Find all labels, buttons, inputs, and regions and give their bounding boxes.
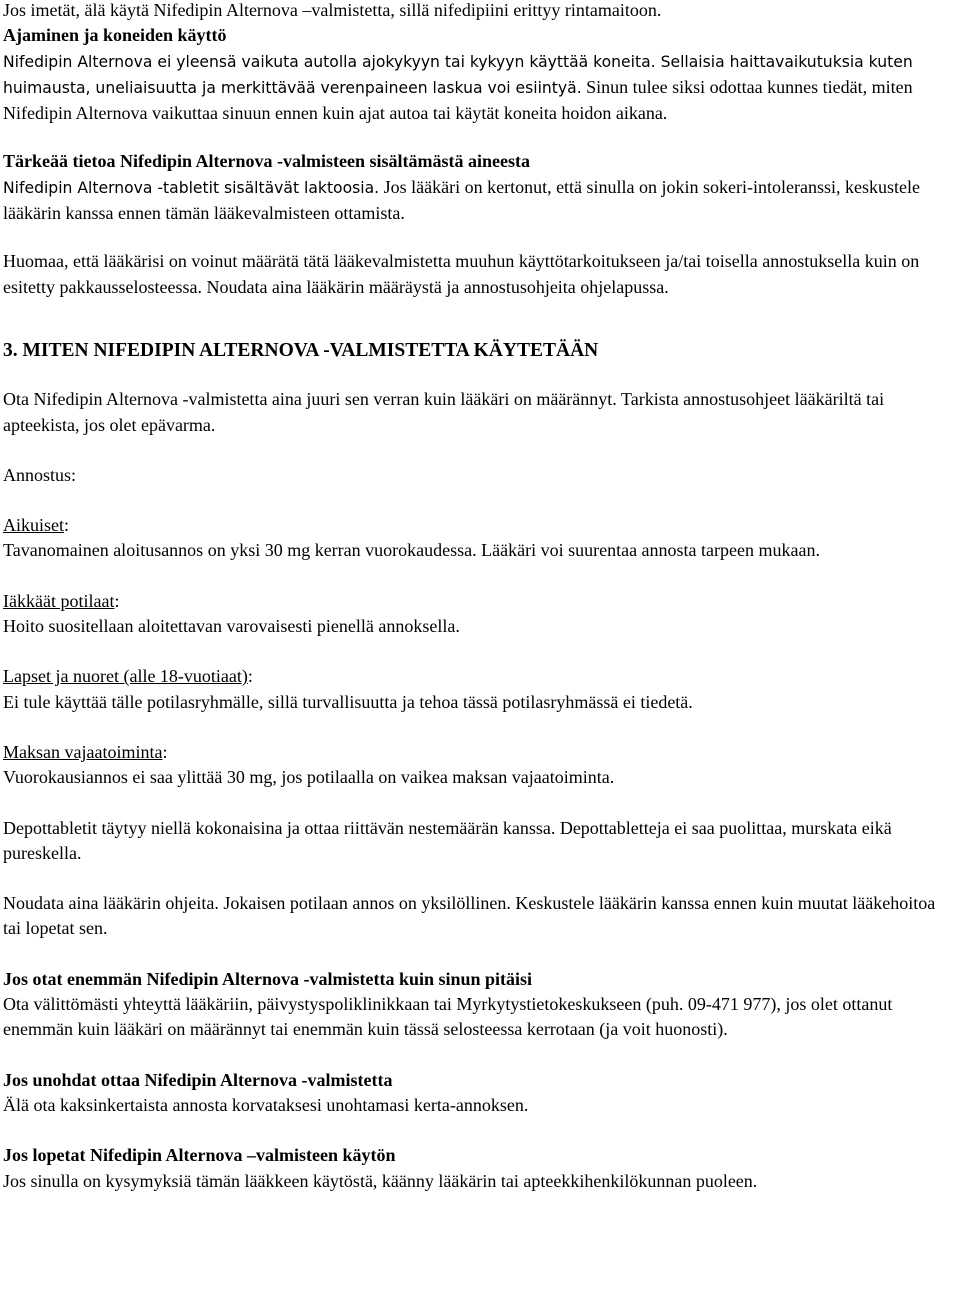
stop-paragraph: Jos sinulla on kysymyksiä tämän lääkkeen käytöstä, käänny lääkärin tai apteekkihenkilökunnan puoleen. — [3, 1170, 758, 1191]
section-3-intro: Ota Nifedipin Alternova -valmistetta aina juuri sen verran kuin lääkäri on määrännyt. Tarkista annostusohjeet lääkäriltä tai apteekista, jos olet epävarma. — [3, 389, 885, 435]
adults-text: Tavanomainen aloitusannos on yksi 30 mg kerran vuorokaudessa. Lääkäri voi suurentaa annosta tarpeen mukaan. — [3, 540, 820, 561]
adults-label: Aikuiset — [3, 515, 64, 536]
follow-paragraph: Noudata aina lääkärin ohjeita. Jokaisen potilaan annos on yksilöllinen. Keskustele lääkärin kanssa ennen kuin muutat lääkehoitoa tai lopetat sen. — [3, 893, 936, 939]
children-label: Lapset ja nuoret (alle 18-vuotiaat) — [3, 666, 248, 687]
section-3-title: 3. MITEN NIFEDIPIN ALTERNOVA -VALMISTETTA KÄYTETÄÄN — [3, 339, 599, 361]
adults-label-line: Aikuiset: — [3, 515, 70, 536]
driving-text-b: Sinun tulee siksi odottaa kunnes tiedät, miten Nifedipin Alternova vaikuttaa sinuun ennen kuin ajat autoa tai käytät koneita hoidon aikana. — [3, 76, 913, 124]
forget-paragraph: Älä ota kaksinkertaista annosta korvataksesi unohtamasi kerta-annoksen. — [3, 1094, 529, 1115]
liver-label: Maksan vajaatoiminta — [3, 741, 163, 762]
elderly-label-line: Iäkkäät potilaat: — [3, 590, 120, 611]
children-text: Ei tule käyttää tälle potilasryhmälle, sillä turvallisuutta ja tehoa tässä potilasryhmässä ei tiedetä. — [3, 691, 693, 712]
elderly-label: Iäkkäät potilaat — [3, 590, 115, 611]
overdose-paragraph: Ota välittömästi yhteyttä lääkäriin, päivystyspoliklinikkaan tai Myrkytystietokeskukseen (puh. 09-471 977), jos olet ottanut enemmän kuin lääkäri on määrännyt tai enemmän kuin tässä selosteessa kerrotaan (ja voit huonosti). — [3, 994, 893, 1040]
heading-overdose: Jos otat enemmän Nifedipin Alternova -valmistetta kuin sinun pitäisi — [3, 968, 533, 989]
driving-paragraph — [3, 49, 957, 127]
heading-stop: Jos lopetat Nifedipin Alternova –valmisteen käytön — [3, 1145, 396, 1166]
liver-text: Vuorokausiannos ei saa ylittää 30 mg, jos potilaalla on vaikea maksan vajaatoiminta. — [3, 767, 615, 788]
liver-label-line: Maksan vajaatoiminta: — [3, 741, 168, 762]
heading-ingredient: Tärkeää tietoa Nifedipin Alternova -valmisteen sisältämästä aineesta — [3, 151, 530, 172]
dosage-label: Annostus: — [3, 464, 77, 485]
children-label-line: Lapset ja nuoret (alle 18-vuotiaat): — [3, 666, 253, 687]
ingredient-text-a: Nifedipin Alternova -tabletit sisältävät laktoosia. — [3, 178, 380, 197]
note-paragraph: Huomaa, että lääkärisi on voinut määrätä tätä lääkevalmistetta muuhun käyttötarkoitukseen ja/tai toisella annostuksella kuin on esitetty pakkausselosteessa. Noudata aina lääkärin määräystä ja annostusohjeita ohjelapussa. — [3, 251, 920, 297]
swallow-paragraph: Depottabletit täytyy niellä kokonaisina ja ottaa riittävän nestemäärän kanssa. Depottabletteja ei saa puolittaa, murskata eikä pureskella. — [3, 817, 892, 863]
heading-driving: Ajaminen ja koneiden käyttö — [3, 25, 227, 46]
breastfeeding-paragraph: Jos imetät, älä käytä Nifedipin Alternova –valmistetta, sillä nifedipiini erittyy rintamaitoon. — [3, 0, 662, 20]
elderly-text: Hoito suositellaan aloitettavan varovaisesti pienellä annoksella. — [3, 616, 460, 637]
heading-forget: Jos unohdat ottaa Nifedipin Alternova -valmistetta — [3, 1069, 393, 1090]
driving-text-a: Nifedipin Alternova ei yleensä vaikuta autolla ajokykyyn tai kykyyn käyttää koneita. Sellaisia haittavaikutuksia kuten huimausta, uneliaisuutta ja merkittävää verenpaineen laskua voi esiintyä. — [3, 52, 913, 97]
ingredient-text-b: Jos lääkäri on kertonut, että sinulla on jokin sokeri-intoleranssi, keskustele lääkärin kanssa ennen tämän lääkevalmisteen ottamista. — [3, 176, 920, 224]
ingredient-paragraph — [3, 175, 957, 227]
document-page — [3, 0, 957, 1194]
